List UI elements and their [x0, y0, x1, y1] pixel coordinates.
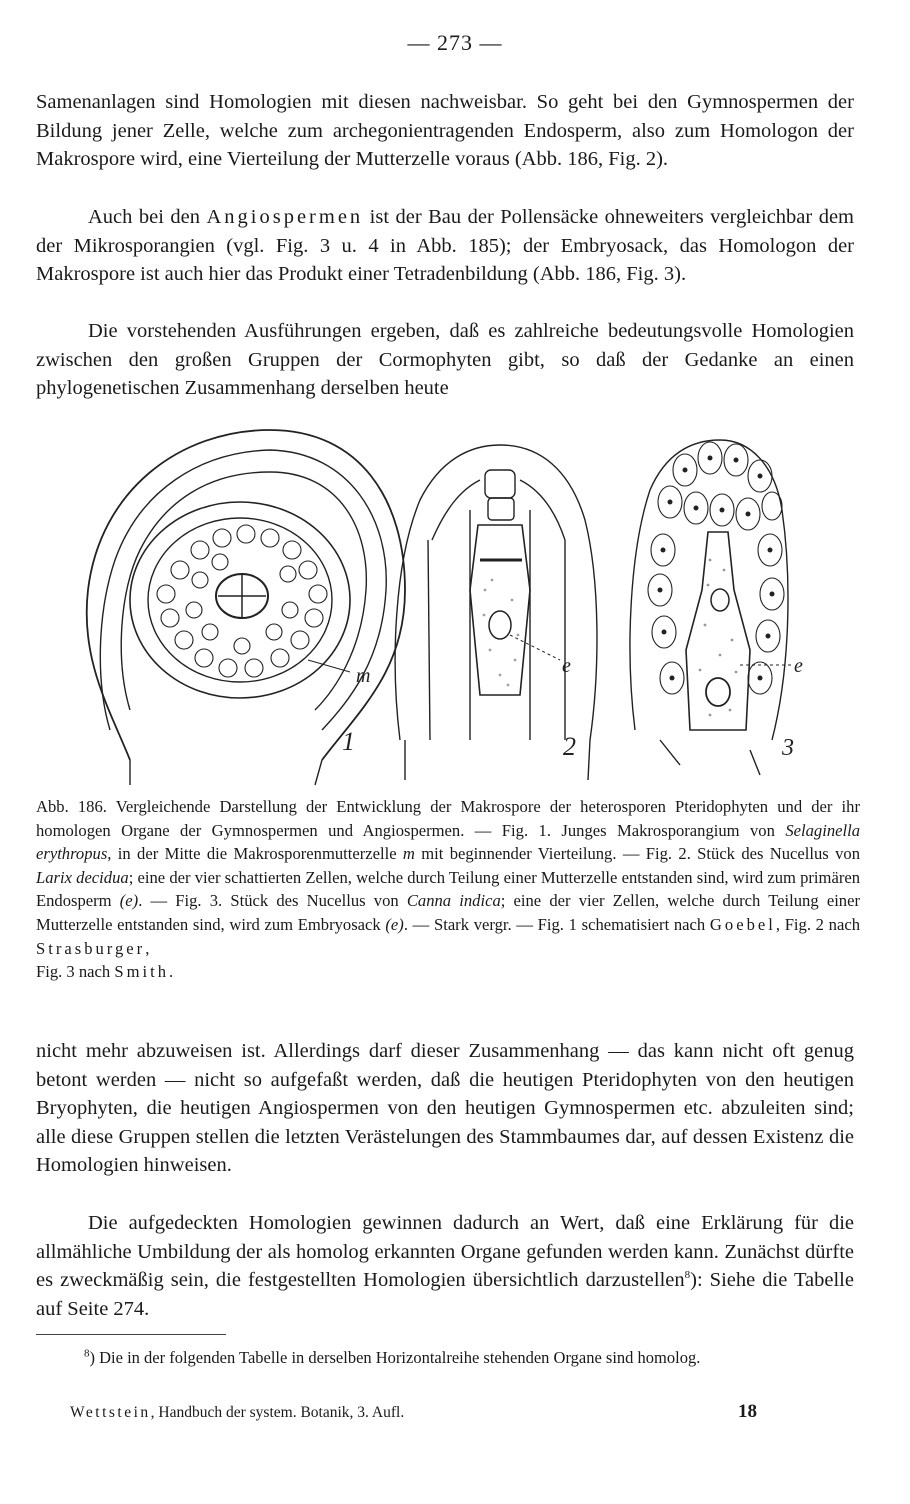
paragraph-angiosperms	[36, 203, 854, 289]
caption-text: . — Stark vergr. — Fig. 1 schematisiert nach	[403, 914, 710, 934]
caption-author: Smith	[114, 962, 170, 982]
paragraph-gymnosperms	[36, 88, 854, 174]
fig1-number: 1	[342, 727, 355, 756]
caption-label: (e)	[385, 914, 404, 934]
footer-title: , Handbuch der system. Botanik, 3. Aufl.	[150, 1404, 405, 1421]
caption-label: m	[402, 844, 415, 864]
caption-text: . — Fig. 3. Stück des Nucellus von	[138, 891, 407, 911]
caption-species: Selaginella erythropus	[36, 820, 860, 864]
footnote-text: ) Die in der folgenden Tabelle in derselben Horizontalreihe stehenden Organe sind homolog.	[89, 1348, 701, 1367]
caption-species: Larix decidua	[36, 867, 129, 887]
footnote	[36, 1346, 866, 1369]
fig3-label-e: e	[794, 655, 803, 677]
caption-text: mit beginnender Vierteilung. — Fig. 2. Stück des Nucellus von	[414, 844, 860, 864]
caption-text: ; eine der vier schattierten Zellen, welche durch Teilung einer Mutterzelle entstanden sind, wird zum primären Endosperm	[36, 867, 861, 911]
caption-author: Goebel	[709, 914, 776, 934]
paragraph-table-intro	[36, 1209, 854, 1323]
paragraph-text-post: ist der Bau der Pollensäcke ohneweiters vergleichbar dem der Mikrosporangien (vgl. Fig. 3 u. 4 in Abb. 185); der Embryosack, das Homologon der Makrospore ist auch hier das Produkt einer Tetradenbildung (Abb. 186, Fig. 3).	[36, 206, 855, 286]
paragraph-text: Samenanlagen sind Homologien mit diesen nachweisbar. So geht bei den Gymnospermen der Bildung jener Zelle, welche zum archegonientragenden Endosperm, also zum Homologon der Makrospore wird, eine Vierteilung der Mutterzelle voraus (Abb. 186, Fig. 2).	[36, 91, 854, 171]
figure-illustration	[60, 410, 850, 790]
footer-reference	[70, 1404, 404, 1422]
figure-caption	[36, 795, 860, 984]
caption-text: , Fig. 2 nach	[775, 914, 861, 934]
fig1-label-m: m	[356, 665, 371, 687]
fig2-nucellus	[395, 445, 597, 780]
footnote-divider	[36, 1334, 226, 1335]
paragraph-text-spaced: Angiospermen	[206, 206, 364, 228]
paragraph-text-pre: Die aufgedeckten Homologien gewinnen dadurch an Wert, daß eine Erklärung für die allmähliche Umbildung der als homolog erkannten Organe gefunden werden kann. Zunächst dürfte es zweckmäßig sein, die festgestellten Homologien übersichtlich darzustellen	[36, 1212, 854, 1292]
caption-text: ,	[145, 938, 150, 958]
paragraph-text-post: ): Siehe die Tabelle auf Seite 274.	[36, 1269, 854, 1320]
paragraph-homologies	[36, 317, 854, 403]
fig3-nucellus	[630, 440, 792, 775]
caption-label: (e)	[119, 891, 139, 911]
figure-186	[60, 410, 850, 790]
caption-text: , in der Mitte die Makrosporenmutterzelle	[107, 844, 403, 864]
fig2-label-e: e	[562, 655, 571, 677]
footer-sheet-number: 18	[738, 1401, 757, 1422]
footnote-ref[interactable]: 8	[684, 1269, 691, 1282]
caption-text: Abb. 186. Vergleichende Darstellung der Entwicklung der Makrospore der heterosporen Pteridophyten und der ihr homologen Organe der Gymnospermen und Angiospermen. — Fig. 1. Junges Makrosporangium von	[36, 797, 860, 840]
caption-text: Fig. 3 nach	[36, 962, 115, 982]
paragraph-text-pre: Auch bei den	[88, 206, 207, 228]
footer-author: Wettstein	[70, 1404, 151, 1421]
caption-species: Canna indica	[406, 891, 501, 911]
paragraph-text: nicht mehr abzuweisen ist. Allerdings darf dieser Zusammenhang — das kann nicht oft genug betont werden — nicht so aufgefaßt werden, daß die heutigen Pteridophyten von den heutigen Bryophyten, die heutigen Angiospermen von den heutigen Gymnospermen etc. abzuleiten sind; alle diese Gruppen stellen die letzten Verästelungen des Stammbaumes dar, auf dessen Existenz die Homologien hinweisen.	[36, 1040, 854, 1177]
fig3-number: 3	[782, 735, 794, 761]
page-number: — 273 —	[407, 30, 503, 55]
caption-author: Strasburger	[36, 938, 146, 958]
caption-text: .	[169, 962, 174, 982]
paragraph-text: Die vorstehenden Ausführungen ergeben, daß es zahlreiche bedeutungsvolle Homologien zwischen den großen Gruppen der Cormophyten gibt, so daß der Gedanke an einen phylogenetischen Zusammenhang derselben heute	[36, 320, 854, 400]
caption-last-line	[36, 960, 860, 984]
paragraph-phylogeny	[36, 1037, 854, 1180]
caption-text: ; eine der vier Zellen, welche durch Teilung einer Mutterzelle entstanden sind, wird zum Embryosack	[36, 891, 860, 934]
fig1-macrosporangium	[87, 430, 405, 785]
footnote-marker: 8	[84, 1347, 90, 1360]
fig2-number: 2	[563, 732, 576, 761]
